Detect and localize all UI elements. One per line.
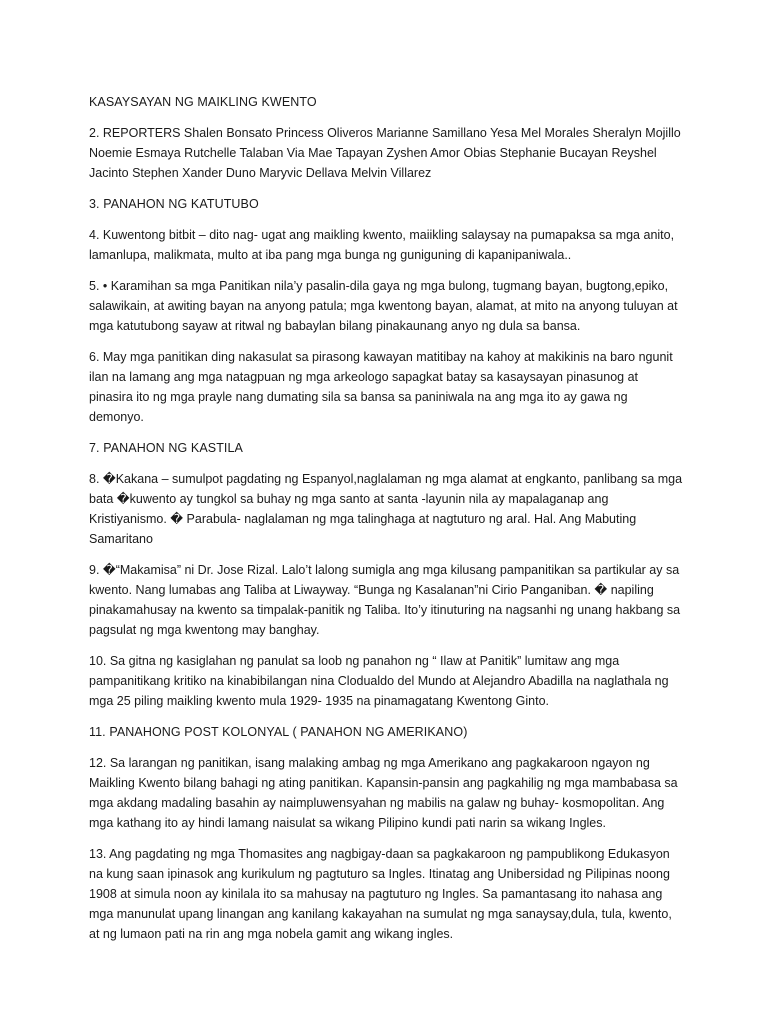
reporters-paragraph: 2. REPORTERS Shalen Bonsato Princess Oliveros Marianne Samillano Yesa Mel Morales Sheralyn Mojillo Noemie Esmaya Rutchelle Talaban Via Mae Tapayan Zyshen Amor Obias Stephanie Bucayan Reyshel Jacinto Stephen Xander Duno Maryvic Dellava Melvin Villarez <box>89 126 681 180</box>
document-page <box>89 92 685 955</box>
paragraph-5: 5. • Karamihan sa mga Panitikan nila’y pasalin-dila gaya ng mga bulong, tugmang bayan, bugtong,epiko, salawikain, at awiting bayan na anyong patula; mga kwentong bayan, alamat, at mito na anyong tuluyan at mga katutubong sayaw at ritwal ng babaylan bilang pinakaunang anyo ng dula sa bansa. <box>89 279 678 333</box>
paragraph-8: 8. �Kakana – sumulpot pagdating ng Espanyol,naglalaman ng mga alamat at engkanto, panlibang sa mga bata �kuwento ay tungkol sa buhay ng mga santo at santa -layunin nila ay mapalaganap ang Kristiyanismo. � Parabula- naglalaman ng mga talinghaga at nagtuturo ng aral. Hal. Ang Mabuting Samaritano <box>89 472 683 546</box>
paragraph-6: 6. May mga panitikan ding nakasulat sa pirasong kawayan matitibay na kahoy at makikinis na baro ngunit ilan na lamang ang mga natagpuan ng mga arkeologo sapagkat batay sa kasaysayan pinasunog at pinasira ito ng mga prayle nang dumating sila sa bansa sa paniniwala na ang mga ito ay gawa ng demonyo. <box>89 350 673 424</box>
section-heading-post-kolonyal: 11. PANAHONG POST KOLONYAL ( PANAHON NG AMERIKANO) <box>89 725 468 739</box>
paragraph-12: 12. Sa larangan ng panitikan, isang malaking ambag ng mga Amerikano ang pagkakaroon ngayon ng Maikling Kwento bilang bahagi ng ating panitikan. Kapansin-pansin ang pagkahilig ng mga mambabasa sa mga akdang madaling basahin ay naimpluwensyahan ng mabilis na galaw ng buhay- kosmopolitan. Ang mga kathang ito ay hindi lamang naisulat sa wikang Pilipino kundi pati narin sa wikang Ingles. <box>89 756 678 830</box>
paragraph-4: 4. Kuwentong bitbit – dito nag- ugat ang maikling kwento, maiikling salaysay na pumapaksa sa mga anito, lamanlupa, malikmata, multo at iba pang mga bunga ng guniguning di kapanipaniwala.. <box>89 228 675 262</box>
paragraph-13: 13. Ang pagdating ng mga Thomasites ang nagbigay-daan sa pagkakaroon ng pampublikong Edukasyon na kung saan ipinasok ang kurikulum ng pagtuturo sa Ingles. Itinatag ang Unibersidad ng Pilipinas noong 1908 at simula noon ay kinilala ito sa mahusay na pagtuturo ng Ingles. Sa pamantasang ito nahasa ang mga manunulat upang linangan ang kanilang kakayahan na sumulat ng mga sanaysay,dula, tula, kwento, at ng lumaon pati na rin ang mga nobela gamit ang wikang ingles. <box>89 847 672 941</box>
section-heading-katutubo: 3. PANAHON NG KATUTUBO <box>89 197 259 211</box>
document-title: KASAYSAYAN NG MAIKLING KWENTO <box>89 95 317 109</box>
section-heading-kastila: 7. PANAHON NG KASTILA <box>89 441 243 455</box>
paragraph-10: 10. Sa gitna ng kasiglahan ng panulat sa loob ng panahon ng “ Ilaw at Panitik” lumitaw ang mga pampanitikang kritiko na kinabibilangan nina Clodualdo del Mundo at Alejandro Abadilla na naglathala ng mga 25 piling maikling kwento mula 1929- 1935 na pinamagatang Kwentong Ginto. <box>89 654 669 708</box>
paragraph-9: 9. �“Makamisa” ni Dr. Jose Rizal. Lalo’t lalong sumigla ang mga kilusang pampanitikan sa partikular ay sa kwento. Nang lumabas ang Taliba at Liwayway. “Bunga ng Kasalanan”ni Cirio Panganiban. � napiling pinakamahusay na kwento sa timpalak-panitik ng Taliba. Ito’y itinuturing na nagsanhi ng unang hakbang sa pagsulat ng mga kwentong may banghay. <box>89 563 681 637</box>
